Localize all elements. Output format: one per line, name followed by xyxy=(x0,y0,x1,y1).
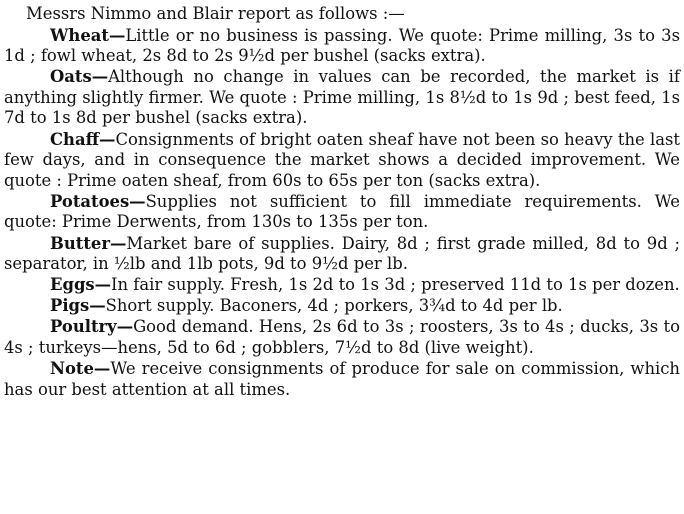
market-paragraph-eggs xyxy=(4,275,680,296)
paragraph-lead-note: Note— xyxy=(50,359,111,379)
market-paragraph-potatoes xyxy=(4,192,680,233)
paragraph-text-potatoes: Supplies not sufficient to fill immediate requirements. We quote: Prime Derwents, from 130s to 135s per ton. xyxy=(4,191,680,232)
market-paragraph-note xyxy=(4,359,680,400)
market-paragraph-wheat xyxy=(4,26,680,67)
paragraph-lead-wheat: Wheat— xyxy=(50,25,126,45)
market-paragraph-butter xyxy=(4,234,680,275)
paragraph-lead-chaff: Chaff— xyxy=(50,129,116,149)
paragraph-text-wheat: Little or no business is passing. We quote: Prime milling, 3s to 3s 1d ; fowl wheat, 2s 8d to 2s 9½d per bushel (sacks extra). xyxy=(4,25,680,66)
paragraph-lead-eggs: Eggs— xyxy=(50,275,112,295)
market-paragraph-poultry xyxy=(4,317,680,358)
paragraph-text-chaff: Consignments of bright oaten sheaf have not been so heavy the last few days, and in consequence the market shows a decided improvement. We quote : Prime oaten sheaf, from 60s to 65s per ton (sacks extra). xyxy=(4,129,680,190)
paragraph-text-pigs: Short supply. Baconers, 4d ; porkers, 3¾d to 4d per lb. xyxy=(105,296,563,316)
report-heading: Messrs Nimmo and Blair report as follows :— xyxy=(26,4,405,23)
paragraph-text-poultry: Good demand. Hens, 2s 6d to 3s ; roosters, 3s to 4s ; ducks, 3s to 4s ; turkeys—hens, 5d to 6d ; gobblers, 7½d to 8d (live weight). xyxy=(4,317,680,357)
paragraph-lead-oats: Oats— xyxy=(50,67,109,87)
paragraph-text-eggs: In fair supply. Fresh, 1s 2d to 1s 3d ; preserved 11d to 1s per dozen. xyxy=(111,275,680,295)
market-paragraph-oats xyxy=(4,67,680,129)
market-paragraph-pigs xyxy=(4,296,680,317)
paragraph-text-oats: Although no change in values can be recorded, the market is if anything slightly firmer. We quote : Prime milling, 1s 8½d to 1s 9d ; best feed, 1s 7d to 1s 8d per bushel (sacks extra). xyxy=(4,67,680,128)
paragraph-lead-pigs: Pigs— xyxy=(50,296,106,316)
paragraph-text-note: We receive consignments of produce for sale on commission, which has our best attention at all times. xyxy=(4,359,680,399)
paragraph-lead-potatoes: Potatoes— xyxy=(50,191,146,211)
market-paragraph-chaff xyxy=(4,130,680,192)
paragraph-text-butter: Market bare of supplies. Dairy, 8d ; first grade milled, 8d to 9d ; separator, in ½lb and 1lb pots, 9d to 9½d per lb. xyxy=(4,233,680,274)
paragraph-lead-butter: Butter— xyxy=(50,233,127,253)
paragraph-lead-poultry: Poultry— xyxy=(50,317,134,337)
